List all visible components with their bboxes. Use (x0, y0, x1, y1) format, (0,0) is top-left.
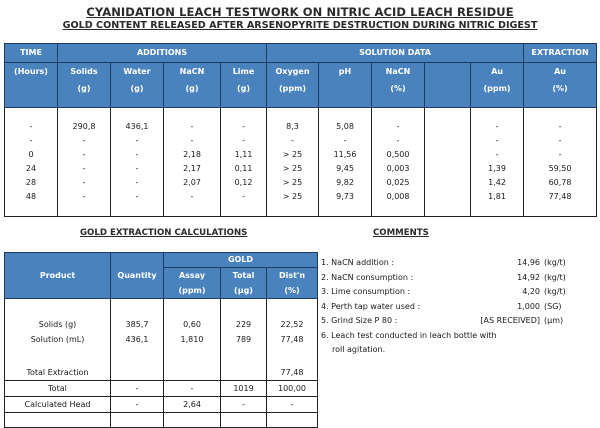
cell: - (111, 148, 164, 162)
cell: - (164, 381, 221, 397)
cell: 8,3 (267, 108, 319, 135)
total-row (5, 381, 318, 397)
cell: Total (5, 381, 111, 397)
cell: - (111, 190, 164, 217)
cell: Solids (g) (5, 317, 111, 332)
comment-item: roll agitation. (332, 345, 386, 354)
cell: 385,7 (111, 317, 164, 332)
cell: - (524, 108, 597, 135)
cell: - (58, 190, 111, 217)
cell: 2,17 (164, 162, 221, 176)
cell: > 25 (267, 190, 319, 217)
cell: 60,78 (524, 176, 597, 190)
cell: Solution (mL) (5, 332, 111, 347)
cell: - (58, 162, 111, 176)
cell: 290,8 (58, 108, 111, 135)
col-au-extraction: Au (%) (524, 63, 597, 108)
cell: 436,1 (111, 332, 164, 347)
cell: - (221, 134, 267, 148)
cell: - (267, 134, 319, 148)
cell: 22,52 (267, 317, 318, 332)
cell: - (58, 148, 111, 162)
cell: 2,64 (164, 397, 221, 413)
table-row (5, 134, 597, 148)
cell: 5,08 (319, 108, 372, 135)
cell: 77,48 (267, 332, 318, 347)
header-gold: GOLD (164, 253, 318, 268)
page-title: CYANIDATION LEACH TESTWORK ON NITRIC ACID LEACH RESIDUE (86, 5, 514, 19)
cell: - (267, 397, 318, 413)
cell: > 25 (267, 176, 319, 190)
total-extraction-row (5, 365, 318, 381)
header-additions: ADDITIONS (58, 44, 267, 63)
cell: 0,003 (372, 162, 425, 176)
cell: 0,12 (221, 176, 267, 190)
calc-section-title: GOLD EXTRACTION CALCULATIONS (80, 228, 248, 238)
cell: 2,07 (164, 176, 221, 190)
cell: > 25 (267, 162, 319, 176)
cell: 0,60 (164, 317, 221, 332)
cell: - (471, 148, 524, 162)
cell: - (524, 134, 597, 148)
col-product: Product (5, 253, 111, 299)
calculated-head-row (5, 397, 318, 413)
cell: 0,008 (372, 190, 425, 217)
cell: 9,82 (319, 176, 372, 190)
comment-item: 2. NaCN consumption : 14,92 (kg/t) (321, 272, 566, 282)
col-oxygen: Oxygen (ppm) (267, 63, 319, 108)
cell: 9,73 (319, 190, 372, 217)
cell: Calculated Head (5, 397, 111, 413)
cell: 2,18 (164, 148, 221, 162)
gold-extraction-table (4, 252, 318, 428)
cell: 59,50 (524, 162, 597, 176)
cell: 1,42 (471, 176, 524, 190)
cell: 9,45 (319, 162, 372, 176)
col-quantity: Quantity (111, 253, 164, 299)
col-ph: pH (319, 63, 372, 108)
cell: 0,500 (372, 148, 425, 162)
col-lime: Lime (g) (221, 63, 267, 108)
table-row (5, 108, 597, 135)
cell: 229 (221, 317, 267, 332)
cell: - (221, 108, 267, 135)
cell: - (164, 134, 221, 148)
leach-testwork-table (4, 43, 597, 217)
cell: 48 (5, 190, 58, 217)
cell: 11,56 (319, 148, 372, 162)
page-subtitle: GOLD CONTENT RELEASED AFTER ARSENOPYRITE DESTRUCTION DURING NITRIC DIGEST (62, 20, 538, 31)
cell: - (111, 134, 164, 148)
cell (425, 148, 471, 162)
table-row (5, 162, 597, 176)
col-au-ppm: Au (ppm) (471, 63, 524, 108)
cell: - (111, 162, 164, 176)
header-time: TIME (5, 44, 58, 63)
cell: - (319, 134, 372, 148)
cell: - (58, 176, 111, 190)
comments-title: COMMENTS (373, 228, 429, 238)
col-time: (Hours) (5, 63, 58, 108)
cell: - (221, 190, 267, 217)
comment-item: 1. NaCN addition : 14,96 (kg/t) (321, 258, 566, 267)
cell: 28 (5, 176, 58, 190)
cell: 1,11 (221, 148, 267, 162)
col-water: Water (g) (111, 63, 164, 108)
col-solids: Solids (g) (58, 63, 111, 108)
cell: 0 (5, 148, 58, 162)
cell: - (471, 108, 524, 135)
cell: - (111, 381, 164, 397)
cell: 24 (5, 162, 58, 176)
col-blank (425, 63, 471, 108)
col-nacn-g: NaCN (g) (164, 63, 221, 108)
cell: - (471, 134, 524, 148)
cell: 100,00 (267, 381, 318, 397)
cell (425, 176, 471, 190)
cell: 77,48 (267, 365, 318, 381)
col-assay: Assay (ppm) (164, 268, 221, 299)
cell: Total Extraction (5, 365, 111, 381)
cell: - (164, 190, 221, 217)
cell: - (5, 108, 58, 135)
cell: 1,810 (164, 332, 221, 347)
cell: 1019 (221, 381, 267, 397)
cell (425, 190, 471, 217)
cell: - (372, 134, 425, 148)
header-solution-data: SOLUTION DATA (267, 44, 524, 63)
cell: - (372, 108, 425, 135)
cell: 0,11 (221, 162, 267, 176)
cell: 436,1 (111, 108, 164, 135)
cell: - (524, 148, 597, 162)
cell: 789 (221, 332, 267, 347)
comment-item: 6. Leach test conducted in leach bottle with (321, 330, 497, 340)
cell: 1,39 (471, 162, 524, 176)
cell: 1,81 (471, 190, 524, 217)
table-row (5, 176, 597, 190)
comment-item: 4. Perth tap water used : 1,000 (SG) (321, 301, 562, 311)
cell: - (111, 397, 164, 413)
table-row (5, 148, 597, 162)
cell: > 25 (267, 148, 319, 162)
comment-item: 3. Lime consumption : 4,20 (kg/t) (321, 287, 566, 296)
col-nacn-pct: NaCN (%) (372, 63, 425, 108)
table-row (5, 317, 318, 332)
cell: 77,48 (524, 190, 597, 217)
cell (425, 108, 471, 135)
table-row (5, 332, 318, 347)
cell: - (221, 397, 267, 413)
table-row (5, 190, 597, 217)
header-extraction: EXTRACTION (524, 44, 597, 63)
cell: - (58, 134, 111, 148)
cell: - (111, 176, 164, 190)
comment-item: 5. Grind Size P 80 : [AS RECEIVED] (µm) (321, 316, 564, 325)
cell (425, 134, 471, 148)
cell (425, 162, 471, 176)
cell: - (5, 134, 58, 148)
cell: 0,025 (372, 176, 425, 190)
col-total: Total (µg) (221, 268, 267, 299)
cell: - (164, 108, 221, 135)
comments-list (321, 256, 596, 358)
col-distribution: Dist'n (%) (267, 268, 318, 299)
